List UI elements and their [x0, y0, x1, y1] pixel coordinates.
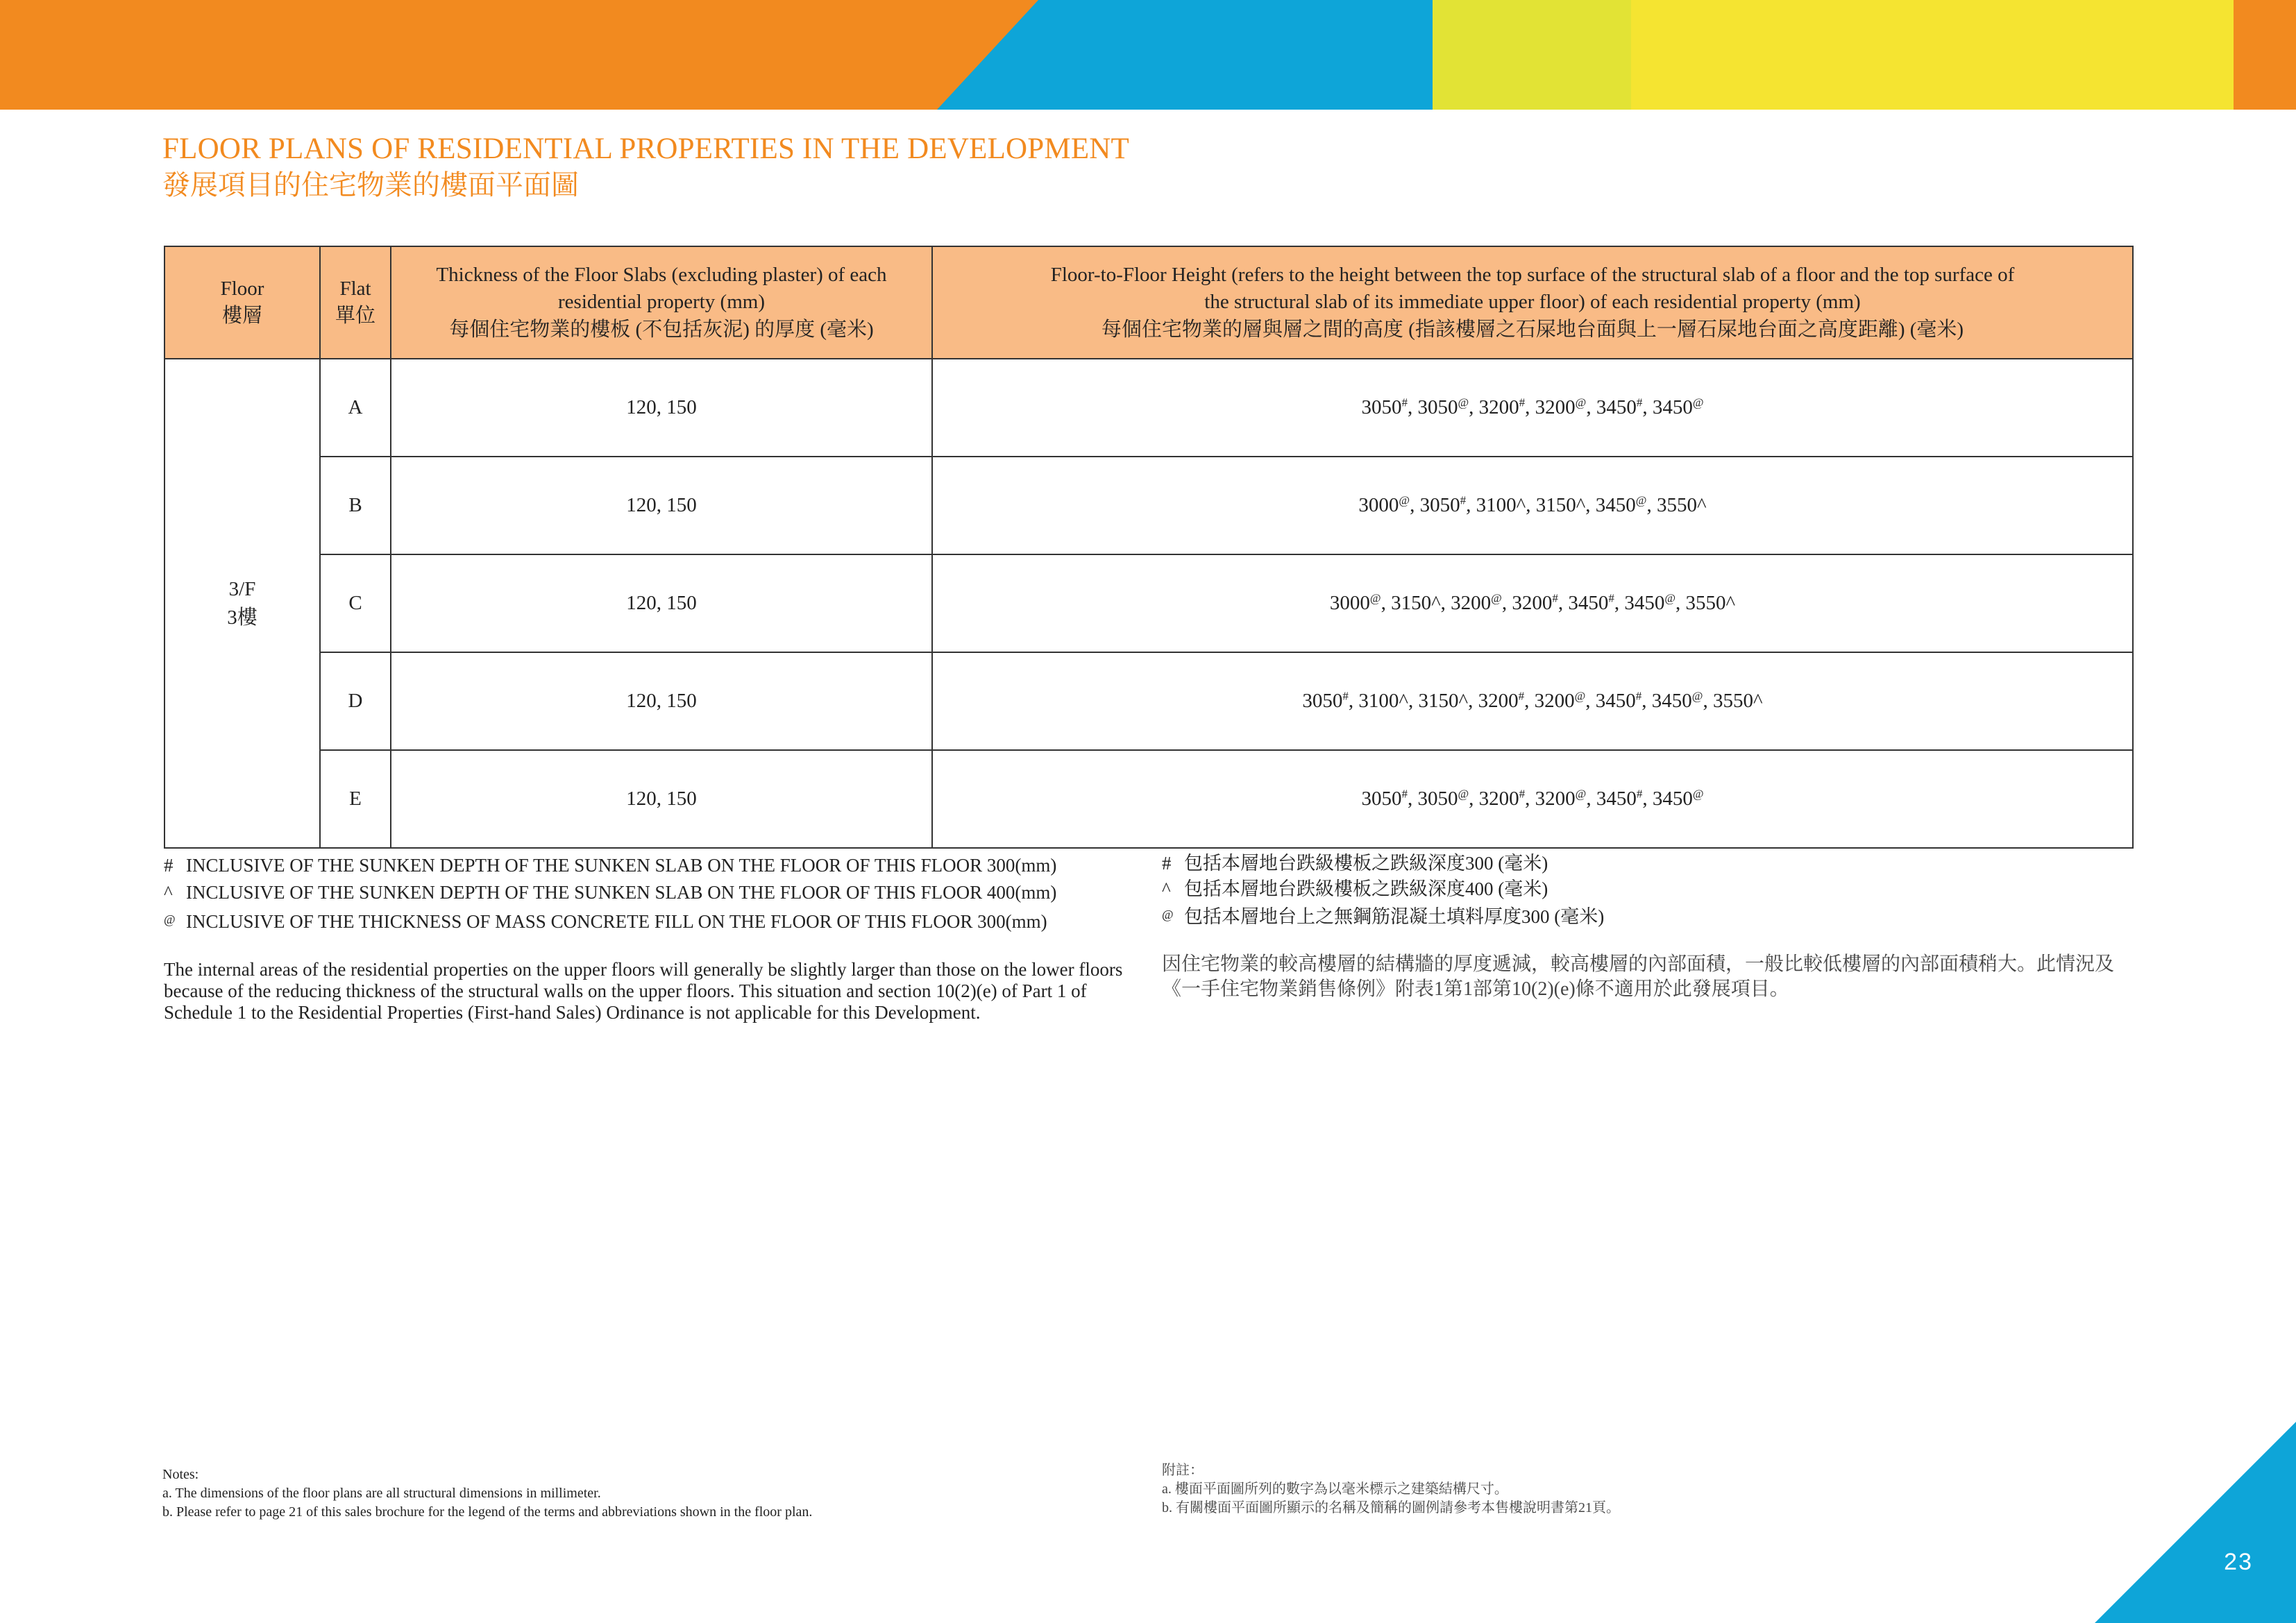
height-value: 3200#	[1478, 689, 1525, 712]
height-value: 3100^	[1358, 690, 1409, 712]
note-b: b. 有關樓面平面圖所顯示的名稱及簡稱的圖例請參考本售樓說明書第21頁。	[1162, 1500, 1620, 1515]
height-value: 3150^	[1418, 690, 1469, 712]
header-floor-en: Floor	[220, 277, 264, 300]
height-value: 3100^	[1476, 494, 1526, 516]
legend-item-hash-zh	[1162, 851, 1604, 876]
height-marker: @	[1692, 787, 1704, 801]
floor-cell	[164, 359, 320, 848]
height-cell: 3000@, 3150^, 3200@, 3200#, 3450#, 3450@, 3550^	[932, 554, 2133, 652]
height-cell: 3050#, 3100^, 3150^, 3200#, 3200@, 3450#, 3450@, 3550^	[932, 652, 2133, 750]
height-cell: 3000@, 3050#, 3100^, 3150^, 3450@, 3550^	[932, 457, 2133, 554]
height-value: 3150^	[1391, 592, 1441, 614]
height-value: 3550^	[1656, 494, 1707, 516]
header-flat	[320, 246, 391, 359]
height-marker: #	[1636, 787, 1643, 801]
legend-item-at	[164, 906, 1056, 935]
corner-triangle	[2095, 1422, 2296, 1623]
height-marker: @	[1369, 591, 1381, 605]
height-value: 3150^	[1535, 494, 1586, 516]
floor-label-zh: 3樓	[227, 606, 258, 629]
header-slab-en-1: Thickness of the Floor Slabs (excluding plaster) of each	[436, 264, 887, 287]
flat-cell: A	[320, 359, 391, 457]
height-marker: @	[1664, 591, 1675, 605]
table-row	[164, 457, 2133, 554]
internal-area-paragraph-chinese: 因住宅物業的較高樓層的結構牆的厚度遞減，較高樓層的內部面積，一般比較低樓層的內部面積稍大。此情況及《一手住宅物業銷售條例》附表1第1部第10(2)(e)條不適用於此發展項目。	[1162, 953, 2115, 1000]
height-marker: #	[1608, 591, 1614, 605]
height-value: 3450@	[1652, 787, 1704, 810]
notes-title: 附註：	[1162, 1463, 1204, 1478]
header-flat-zh: 單位	[335, 305, 375, 327]
legend-item-hash	[164, 852, 1056, 879]
floor-height-table	[164, 246, 2134, 849]
height-value: 3200#	[1512, 591, 1558, 614]
height-marker: #	[1342, 689, 1349, 703]
slab-cell: 120, 150	[391, 457, 932, 554]
legend-text: INCLUSIVE OF THE THICKNESS OF MASS CONCRETE FILL ON THE FLOOR OF THIS FLOOR 300(mm)	[186, 911, 1047, 932]
internal-area-paragraph-english: The internal areas of the residential properties on the upper floors will generally be slightly larger than those on the lower floors because of the reducing thickness of the structural walls on the upper floors. This situation and section 10(2)(e) of Part 1 of Schedule 1 to the Residential Properties (First-hand Sales) Ordinance is not applicable for this Development.	[164, 959, 1123, 1023]
height-marker: @	[1458, 396, 1469, 409]
table-row	[164, 652, 2133, 750]
legend-symbol: #	[164, 855, 174, 876]
table-body	[164, 359, 2133, 848]
height-marker: #	[1636, 396, 1643, 409]
height-marker: #	[1552, 591, 1558, 605]
title-english: FLOOR PLANS OF RESIDENTIAL PROPERTIES IN THE DEVELOPMENT	[162, 133, 1130, 165]
table-header-row	[164, 246, 2133, 359]
height-value: 3050@	[1417, 396, 1469, 418]
legend-item-caret-zh	[1162, 876, 1604, 902]
slab-cell: 120, 150	[391, 750, 932, 848]
height-value: 3550^	[1712, 690, 1763, 712]
height-value: 3550^	[1685, 592, 1736, 614]
height-marker: @	[1574, 689, 1586, 703]
slab-cell: 120, 150	[391, 652, 932, 750]
height-value: 3450@	[1652, 396, 1704, 418]
flat-cell: E	[320, 750, 391, 848]
banner-orange-end	[2234, 0, 2296, 110]
legend-symbol: @	[164, 912, 176, 926]
legend-chinese	[1162, 851, 1604, 930]
height-value: 3200#	[1478, 787, 1526, 810]
height-value: 3050#	[1419, 493, 1467, 516]
header-floor-zh: 樓層	[221, 305, 262, 327]
height-value: 3200@	[1451, 591, 1502, 614]
height-value: 3050#	[1361, 396, 1408, 418]
height-marker: @	[1575, 396, 1587, 409]
height-cell: 3050#, 3050@, 3200#, 3200@, 3450#, 3450@	[932, 359, 2133, 457]
height-value: 3000@	[1329, 591, 1381, 614]
legend-text: 包括本層地台上之無鋼筋混凝土填料厚度300 (毫米)	[1184, 906, 1605, 927]
legend-symbol: @	[1162, 908, 1174, 921]
height-marker: @	[1458, 787, 1469, 801]
height-marker: #	[1519, 396, 1526, 409]
legend-symbol: #	[1162, 853, 1172, 874]
header-height-en-1: Floor-to-Floor Height (refers to the height between the top surface of the structural slab of a floor and the top surface of	[1050, 264, 2015, 287]
height-value: 3050@	[1417, 787, 1469, 810]
header-flat-en: Flat	[339, 277, 371, 300]
legend-text: INCLUSIVE OF THE SUNKEN DEPTH OF THE SUNKEN SLAB ON THE FLOOR OF THIS FLOOR 300(mm)	[186, 855, 1057, 876]
table-row	[164, 359, 2133, 457]
height-value: 3200#	[1478, 396, 1526, 418]
floor-label-en: 3/F	[228, 577, 256, 600]
height-marker: @	[1635, 493, 1647, 507]
notes-title: Notes:	[162, 1467, 199, 1482]
height-value: 3000@	[1358, 493, 1410, 516]
slab-cell: 120, 150	[391, 554, 932, 652]
legend-symbol: ^	[1162, 878, 1171, 899]
note-b: b. Please refer to page 21 of this sales brochure for the legend of the terms and abbreviations shown in the floor plan.	[162, 1504, 813, 1520]
height-value: 3450@	[1651, 689, 1703, 712]
height-value: 3450#	[1568, 591, 1614, 614]
legend-text: 包括本層地台跌級樓板之跌級深度400 (毫米)	[1184, 878, 1548, 899]
height-marker: #	[1635, 689, 1642, 703]
notes-chinese	[1162, 1461, 1620, 1518]
legend-item-at-zh	[1162, 902, 1604, 930]
height-value: 3450#	[1595, 689, 1642, 712]
height-marker: @	[1692, 396, 1704, 409]
height-marker: @	[1691, 689, 1703, 703]
note-a: a. The dimensions of the floor plans are all structural dimensions in millimeter.	[162, 1486, 601, 1501]
page-title	[162, 132, 1129, 202]
notes-english	[162, 1465, 812, 1522]
height-marker: #	[1401, 787, 1408, 801]
height-value: 3200@	[1535, 787, 1587, 810]
height-marker: #	[1519, 787, 1526, 801]
legend-item-caret	[164, 879, 1056, 906]
height-marker: @	[1575, 787, 1587, 801]
header-floor-height	[932, 246, 2133, 359]
legend-text: 包括本層地台跌級樓板之跌級深度300 (毫米)	[1184, 853, 1548, 874]
height-marker: #	[1518, 689, 1525, 703]
slab-cell: 120, 150	[391, 359, 932, 457]
header-height-en-2: the structural slab of its immediate upper floor) of each residential property (mm)	[1204, 291, 1861, 314]
height-marker: #	[1401, 396, 1408, 409]
height-marker: #	[1460, 493, 1467, 507]
height-value: 3450#	[1596, 787, 1643, 810]
header-floor	[164, 246, 320, 359]
flat-cell: C	[320, 554, 391, 652]
header-height-zh: 每個住宅物業的層與層之間的高度 (指該樓層之石屎地台面與上一層石屎地台面之高度距離) (毫米)	[1101, 318, 1964, 341]
header-slab-zh: 每個住宅物業的樓板 (不包括灰泥) 的厚度 (毫米)	[449, 318, 874, 341]
height-value: 3200@	[1535, 396, 1587, 418]
legend-text: INCLUSIVE OF THE SUNKEN DEPTH OF THE SUNKEN SLAB ON THE FLOOR OF THIS FLOOR 400(mm)	[186, 882, 1057, 903]
table-row	[164, 750, 2133, 848]
height-value: 3200@	[1534, 689, 1586, 712]
height-value: 3450@	[1595, 493, 1647, 516]
note-a: a. 樓面平面圖所列的數字為以毫米標示之建築結構尺寸。	[1162, 1481, 1508, 1497]
flat-cell: B	[320, 457, 391, 554]
height-value: 3050#	[1302, 689, 1349, 712]
legend-english	[164, 852, 1056, 935]
top-color-banner	[0, 0, 2296, 110]
table-row	[164, 554, 2133, 652]
banner-yellow-band	[1631, 0, 2235, 110]
flat-cell: D	[320, 652, 391, 750]
banner-lime-band	[1433, 0, 1632, 110]
height-cell: 3050#, 3050@, 3200#, 3200@, 3450#, 3450@	[932, 750, 2133, 848]
height-value: 3050#	[1361, 787, 1408, 810]
header-slab-thickness	[391, 246, 932, 359]
page-number: 23	[2224, 1549, 2253, 1575]
height-value: 3450#	[1596, 396, 1643, 418]
title-chinese: 發展項目的住宅物業的樓面平面圖	[162, 169, 579, 201]
height-value: 3450@	[1624, 591, 1675, 614]
header-slab-en-2: residential property (mm)	[558, 291, 765, 314]
height-marker: @	[1399, 493, 1410, 507]
height-marker: @	[1491, 591, 1502, 605]
legend-symbol: ^	[164, 882, 173, 903]
